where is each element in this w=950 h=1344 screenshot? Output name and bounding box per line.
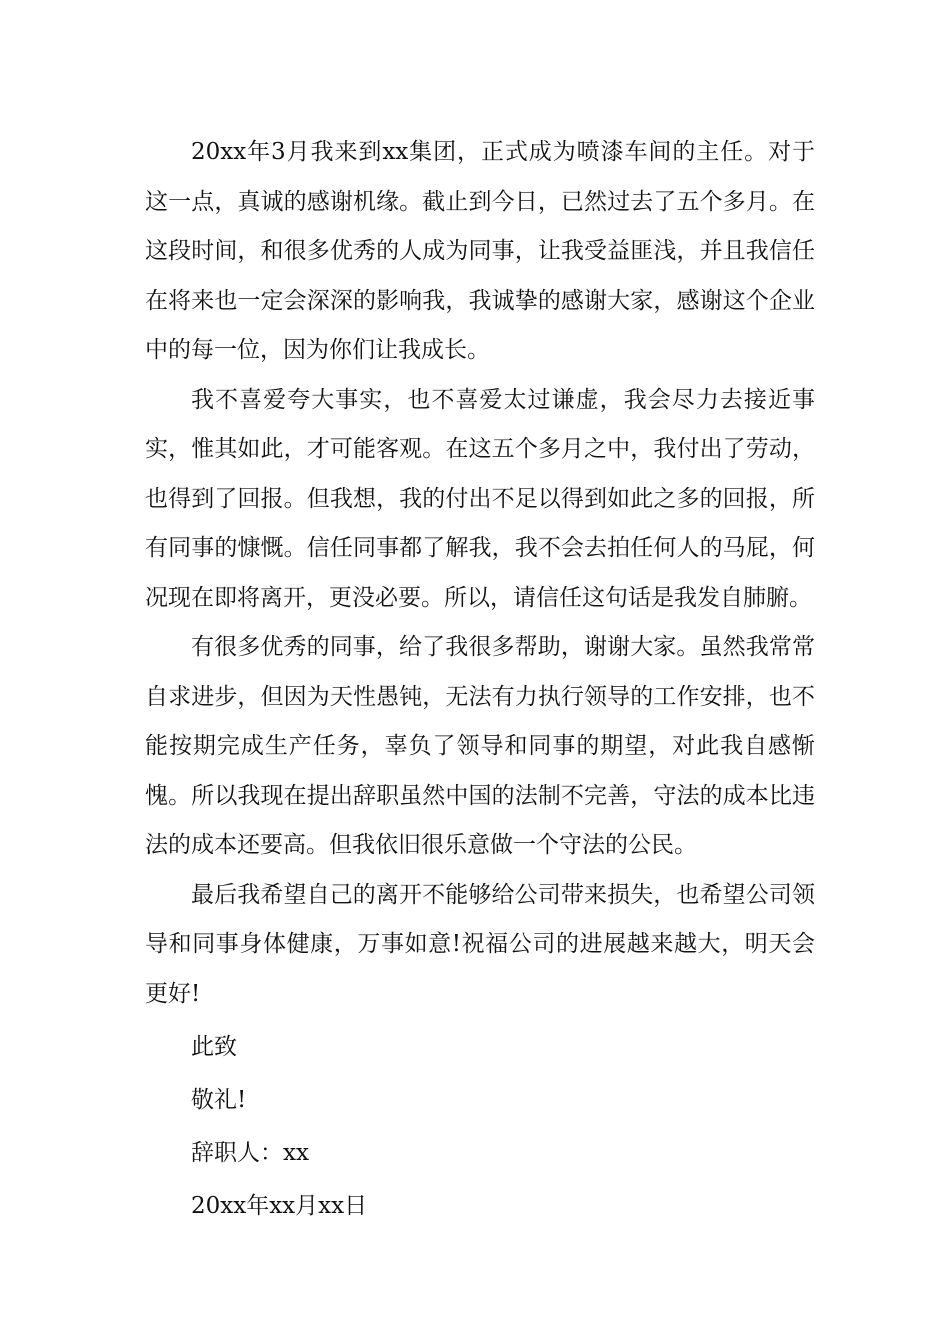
resignation-letter xyxy=(145,128,815,1233)
closing-block xyxy=(145,1021,815,1233)
paragraph-gratitude: 20xx年3月我来到xx集团，正式成为喷漆车间的主任。对于这一点，真诚的感谢机缘。截止到今日，已然过去了五个多月。在这段时间，和很多优秀的人成为同事，让我受益匪浅，并且我信任在将来也一定会深深的影响我，我诚挚的感谢大家，感谢这个企业中的每一位，因为你们让我成长。 xyxy=(145,139,815,363)
signature: 辞职人：xx xyxy=(191,1140,309,1166)
paragraph-reason: 有很多优秀的同事，给了我很多帮助，谢谢大家。虽然我常常自求进步，但因为天性愚钝，无法有力执行领导的工作安排，也不能按期完成生产任务，辜负了领导和同事的期望，对此我自感惭愧。所以我现在提出辞职虽然中国的法制不完善，守法的成本比违法的成本还要高。但我依旧很乐意做一个守法的公民。 xyxy=(145,634,815,858)
paragraph-wishes: 最后我希望自己的离开不能够给公司带来损失，也希望公司领导和同事身体健康，万事如意!祝福公司的进展越来越大，明天会更好! xyxy=(145,881,815,1007)
paragraph-honesty: 我不喜爱夸大事实，也不喜爱太过谦虚，我会尽力去接近事实，惟其如此，才可能客观。在这五个多月之中，我付出了劳动，也得到了回报。但我想，我的付出不足以得到如此之多的回报，所有同事的慷慨。信任同事都了解我，我不会去拍任何人的马屁，何况现在即将离开，更没必要。所以，请信任这句话是我发自肺腑。 xyxy=(145,386,815,611)
letter-date: 20xx年xx月xx日 xyxy=(191,1193,368,1219)
closing-salutation: 此致 xyxy=(191,1034,237,1060)
closing-regards: 敬礼! xyxy=(191,1087,247,1113)
